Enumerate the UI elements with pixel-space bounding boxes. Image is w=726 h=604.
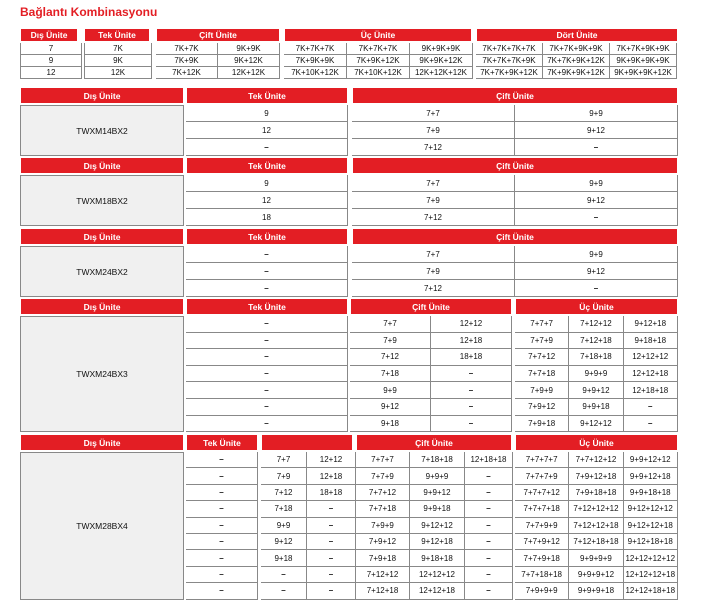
cift-cell: 7+18 <box>350 366 431 383</box>
header-dis-unite: Dış Ünite <box>20 228 184 245</box>
cift-cell: 9+9 <box>515 175 678 192</box>
cift-cell: 7+9+18 <box>356 550 410 566</box>
cift-cell: 9+12 <box>515 122 678 139</box>
cift-cell: 7+18 <box>261 501 307 517</box>
uc-cell: 7+12+12+12 <box>569 501 623 517</box>
summary-cell: 7K+7K+7K+9K <box>476 55 543 67</box>
summary-cell: 12K+12K+12K <box>410 67 473 79</box>
uc-cell: 7+12+12 <box>569 316 623 333</box>
uc-cell: 7+9+12+18 <box>569 468 623 484</box>
summary-cell: 7K+9K+9K <box>284 55 347 67</box>
cift-cell: 9+9+12 <box>410 485 465 501</box>
cift-cell: 9+9 <box>515 105 678 122</box>
cift-cell: – <box>307 583 356 599</box>
summary-cell: 7K+12K <box>156 67 218 79</box>
uc-cell: 7+7+7+9 <box>515 468 569 484</box>
uc-cell: 9+12+12 <box>569 416 623 433</box>
tek-cell: – <box>186 263 348 280</box>
cift-cell: 9+12+18 <box>410 534 465 550</box>
cift-cell: 9+9 <box>515 246 678 263</box>
uc-cell: 9+12+12+18 <box>624 518 678 534</box>
cift-cell: – <box>465 501 513 517</box>
cift-cell: 7+7 <box>350 316 431 333</box>
uc-cell: 12+18+18 <box>624 382 678 399</box>
cift-cell: 7+12 <box>352 139 515 156</box>
cift-cell: 9+12 <box>515 263 678 280</box>
cift-cell: 7+9 <box>261 468 307 484</box>
summary-cell: 7K <box>84 43 152 55</box>
uc-cell: 12+12+12+12 <box>624 550 678 566</box>
header-uc-unite: Üç Ünite <box>515 434 678 451</box>
summary-cell: 7K+7K+7K <box>347 43 410 55</box>
uc-cell: 7+7+7 <box>515 316 569 333</box>
cift-cell: – <box>431 416 512 433</box>
cift-cell: 18+18 <box>307 485 356 501</box>
uc-cell: 7+7+9+12 <box>515 534 569 550</box>
uc-cell: 12+12+18 <box>624 366 678 383</box>
uc-cell: 7+7+7+7 <box>515 452 569 468</box>
summary-cell: 7K+9K <box>156 55 218 67</box>
cift-cell: – <box>465 583 513 599</box>
summary-cell: 12 <box>20 67 82 79</box>
cift-cell: 7+12 <box>350 349 431 366</box>
summary-cell: 7K+7K+9K+9K <box>610 43 677 55</box>
cift-cell: 18+18 <box>431 349 512 366</box>
summary-cell: 9K+9K+9K <box>410 43 473 55</box>
header-dis-unite: Dış Ünite <box>20 434 184 451</box>
cift-cell: – <box>307 567 356 583</box>
uc-cell: – <box>624 416 678 433</box>
cift-cell: – <box>465 518 513 534</box>
uc-cell: 7+7+12+12 <box>569 452 623 468</box>
tek-cell: – <box>186 280 348 297</box>
cift-cell: 9+9+18 <box>410 501 465 517</box>
cift-cell: – <box>465 550 513 566</box>
cift-cell: – <box>515 139 678 156</box>
cift-cell: 9+18 <box>350 416 431 433</box>
model-name: TWXM14BX2 <box>20 105 184 156</box>
summary-cell: 7K+7K+7K <box>284 43 347 55</box>
cift-cell: 7+9+12 <box>356 534 410 550</box>
tek-cell: 12 <box>186 192 348 209</box>
uc-cell: 7+7+9+18 <box>515 550 569 566</box>
header-tek-unite: Tek Ünite <box>186 157 348 174</box>
uc-cell: 9+9+18+18 <box>624 485 678 501</box>
tek-cell: – <box>186 534 258 550</box>
model-name: TWXM18BX2 <box>20 175 184 226</box>
summary-cell: 7 <box>20 43 82 55</box>
uc-cell: 7+7+7+18 <box>515 501 569 517</box>
cift-cell: – <box>465 485 513 501</box>
cift-cell: 7+7+9 <box>356 468 410 484</box>
uc-cell: 9+9+12+12 <box>624 452 678 468</box>
uc-cell: 7+9+9+9 <box>515 583 569 599</box>
summary-cell: 7K+7K <box>156 43 218 55</box>
uc-cell: 7+7+7+12 <box>515 485 569 501</box>
tek-cell: – <box>186 246 348 263</box>
uc-cell: 9+12+18 <box>624 316 678 333</box>
tek-cell: – <box>186 501 258 517</box>
tek-cell: – <box>186 382 348 399</box>
cift-cell: 7+12+18 <box>356 583 410 599</box>
cift-cell: 7+7 <box>261 452 307 468</box>
uc-cell: – <box>624 399 678 416</box>
header-dis-unite: Dış Ünite <box>20 87 184 104</box>
cift-cell: – <box>431 399 512 416</box>
header-dort-unite: Dört Ünite <box>476 28 678 42</box>
cift-cell: 9+18+18 <box>410 550 465 566</box>
cift-cell: – <box>465 468 513 484</box>
cift-cell: 7+7+18 <box>356 501 410 517</box>
cift-cell: – <box>307 501 356 517</box>
uc-cell: 9+9+12 <box>569 382 623 399</box>
cift-cell: 9+9 <box>350 382 431 399</box>
model-name: TWXM24BX2 <box>20 246 184 297</box>
header-tek-unite: Tek Ünite <box>186 298 348 315</box>
uc-cell: 7+7+9+9 <box>515 518 569 534</box>
summary-cell: 7K+9K+9K+12K <box>543 67 610 79</box>
uc-cell: 7+7+9 <box>515 333 569 350</box>
summary-cell: 9 <box>20 55 82 67</box>
header-blank <box>261 434 353 451</box>
cift-cell: 7+7 <box>352 246 515 263</box>
header-tek-unite: Tek Ünite <box>186 87 348 104</box>
summary-cell: 12K <box>84 67 152 79</box>
tek-cell: 12 <box>186 122 348 139</box>
cift-cell: 12+12 <box>307 452 356 468</box>
tek-cell: 9 <box>186 105 348 122</box>
cift-cell: 7+7 <box>352 175 515 192</box>
uc-cell: 7+9+12 <box>515 399 569 416</box>
summary-cell: 9K+9K <box>218 43 280 55</box>
cift-cell: – <box>431 382 512 399</box>
summary-cell: 7K+7K+9K+12K <box>476 67 543 79</box>
header-cift-unite: Çift Ünite <box>352 87 678 104</box>
model-name: TWXM28BX4 <box>20 452 184 600</box>
header-dis-unite: Dış Ünite <box>20 157 184 174</box>
summary-cell: 9K+9K+12K <box>410 55 473 67</box>
tek-cell: – <box>186 583 258 599</box>
cift-cell: 12+18+18 <box>465 452 513 468</box>
header-uc-unite: Üç Ünite <box>515 298 678 315</box>
cift-cell: 7+7 <box>352 105 515 122</box>
summary-cell: 7K+7K+9K+12K <box>543 55 610 67</box>
tek-cell: – <box>186 550 258 566</box>
cift-cell: 12+18 <box>431 333 512 350</box>
cift-cell: 7+9 <box>350 333 431 350</box>
uc-cell: 12+12+12 <box>624 349 678 366</box>
header-cift-unite: Çift Ünite <box>350 298 512 315</box>
cift-cell: 9+12+12 <box>410 518 465 534</box>
cift-cell: 7+12 <box>261 485 307 501</box>
uc-cell: 12+12+18+18 <box>624 583 678 599</box>
summary-cell: 7K+9K+12K <box>347 55 410 67</box>
header-tek-unite: Tek Ünite <box>186 228 348 245</box>
cift-cell: – <box>431 366 512 383</box>
cift-cell: 12+18 <box>307 468 356 484</box>
tek-cell: – <box>186 567 258 583</box>
header-tek-unite: Tek Ünite <box>186 434 258 451</box>
summary-cell: 7K+7K+7K+7K <box>476 43 543 55</box>
cift-cell: 7+12+12 <box>356 567 410 583</box>
cift-cell: 7+9 <box>352 263 515 280</box>
uc-cell: 7+7+18+18 <box>515 567 569 583</box>
header-dis-unite: Dış Ünite <box>20 298 184 315</box>
header-tek-unite: Tek Ünite <box>84 28 150 42</box>
cift-cell: 9+9+9 <box>410 468 465 484</box>
cift-cell: 9+18 <box>261 550 307 566</box>
uc-cell: 9+9+9 <box>569 366 623 383</box>
uc-cell: 9+9+12+18 <box>624 468 678 484</box>
uc-cell: 9+9+9+18 <box>569 583 623 599</box>
uc-cell: 9+12+12+12 <box>624 501 678 517</box>
cift-cell: 7+7+7 <box>356 452 410 468</box>
uc-cell: 7+9+18 <box>515 416 569 433</box>
cift-cell: – <box>307 518 356 534</box>
summary-cell: 9K+12K <box>218 55 280 67</box>
page-title: Bağlantı Kombinasyonu <box>20 5 158 19</box>
tek-cell: – <box>186 485 258 501</box>
header-cift-unite: Çift Ünite <box>352 228 678 245</box>
tek-cell: – <box>186 468 258 484</box>
cift-cell: 7+12 <box>352 280 515 297</box>
summary-cell: 7K+10K+12K <box>284 67 347 79</box>
tek-cell: – <box>186 452 258 468</box>
summary-cell: 7K+10K+12K <box>347 67 410 79</box>
cift-cell: – <box>307 534 356 550</box>
header-dis-unite: Dış Ünite <box>20 28 78 42</box>
tek-cell: – <box>186 333 348 350</box>
tek-cell: 18 <box>186 209 348 226</box>
cift-cell: 7+18+18 <box>410 452 465 468</box>
tek-cell: – <box>186 349 348 366</box>
cift-cell: 9+12 <box>350 399 431 416</box>
cift-cell: – <box>261 583 307 599</box>
cift-cell: 9+9 <box>261 518 307 534</box>
cift-cell: – <box>465 567 513 583</box>
tek-cell: – <box>186 399 348 416</box>
cift-cell: 12+12 <box>431 316 512 333</box>
cift-cell: – <box>515 280 678 297</box>
uc-cell: 9+18+18 <box>624 333 678 350</box>
uc-cell: 7+12+18 <box>569 333 623 350</box>
cift-cell: – <box>465 534 513 550</box>
tek-cell: – <box>186 139 348 156</box>
summary-cell: 12K+12K <box>218 67 280 79</box>
uc-cell: 7+9+9 <box>515 382 569 399</box>
uc-cell: 9+12+18+18 <box>624 534 678 550</box>
summary-cell: 9K+9K+9K+12K <box>610 67 677 79</box>
cift-cell: 7+9 <box>352 192 515 209</box>
cift-cell: 9+12 <box>515 192 678 209</box>
tek-cell: 9 <box>186 175 348 192</box>
cift-cell: 7+12 <box>352 209 515 226</box>
cift-cell: 7+9 <box>352 122 515 139</box>
cift-cell: – <box>515 209 678 226</box>
tek-cell: – <box>186 416 348 433</box>
header-uc-unite: Üç Ünite <box>284 28 472 42</box>
tek-cell: – <box>186 518 258 534</box>
uc-cell: 7+12+18+18 <box>569 534 623 550</box>
uc-cell: 7+9+18+18 <box>569 485 623 501</box>
summary-cell: 9K <box>84 55 152 67</box>
tek-cell: – <box>186 316 348 333</box>
model-name: TWXM24BX3 <box>20 316 184 432</box>
cift-cell: 7+7+12 <box>356 485 410 501</box>
cift-cell: 9+12 <box>261 534 307 550</box>
uc-cell: 9+9+18 <box>569 399 623 416</box>
cift-cell: – <box>261 567 307 583</box>
tek-cell: – <box>186 366 348 383</box>
cift-cell: 12+12+12 <box>410 567 465 583</box>
header-cift-unite: Çift Ünite <box>156 28 280 42</box>
summary-cell: 7K+7K+9K+9K <box>543 43 610 55</box>
uc-cell: 9+9+9+9 <box>569 550 623 566</box>
uc-cell: 7+12+12+18 <box>569 518 623 534</box>
summary-cell: 9K+9K+9K+9K <box>610 55 677 67</box>
uc-cell: 7+7+12 <box>515 349 569 366</box>
cift-cell: 12+12+18 <box>410 583 465 599</box>
uc-cell: 7+18+18 <box>569 349 623 366</box>
cift-cell: – <box>307 550 356 566</box>
uc-cell: 7+7+18 <box>515 366 569 383</box>
header-cift-unite: Çift Ünite <box>356 434 512 451</box>
header-cift-unite: Çift Ünite <box>352 157 678 174</box>
cift-cell: 7+9+9 <box>356 518 410 534</box>
uc-cell: 12+12+12+18 <box>624 567 678 583</box>
uc-cell: 9+9+9+12 <box>569 567 623 583</box>
